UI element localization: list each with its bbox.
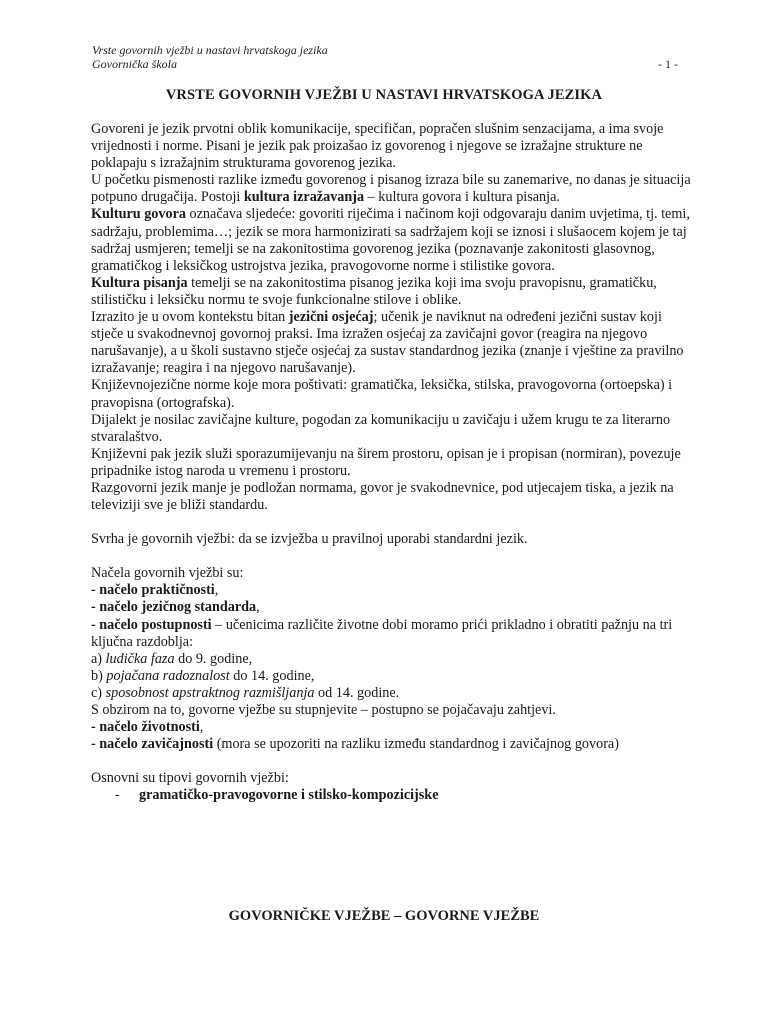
paragraph-dialect: Dijalekt je nosilac zavičajne kulture, pogodan za komunikaciju u zavičaju i užem krugu te za literarno stvaralaštvo.	[91, 411, 671, 445]
bold-term: načelo jezičnog standarda	[99, 599, 257, 616]
paragraph-text: označava sljedeće: govoriti riječima i načinom koji odgovaraju danim uvjetima, tj. temi, sadržaju, problemima…; jezik se mora harmonizirati sa sadržajem koji se iznosi i slušaocem kojem je taj sadržaj usmjeren; temelji se na zakonitostima govorenog jezika (poznavanje zakonitosti glasovnog, gramatičkog i leksičkog ustrojstva jezika, pravogovorne norme i stilistike govora.	[91, 206, 690, 274]
paragraph-literacy	[91, 172, 691, 206]
bold-term: načelo zavičajnosti	[99, 736, 214, 753]
principle-gradualness	[91, 617, 691, 651]
paragraph-spoken-language: Govoreni je jezik prvotni oblik komunikacije, specifičan, popračen slušnim senzacijama, a ima svoje vrijednosti i norme. Pisani je jezik pak proizašao iz govorenog i njegove se izražajne strukture ne poklapaju s izražajnim strukturama govorenog jezika.	[91, 121, 664, 172]
paragraph-text: ,	[199, 719, 204, 736]
phase-b	[91, 668, 691, 685]
paragraph-language-feeling	[91, 309, 691, 377]
bold-term: načelo praktičnosti	[99, 582, 215, 599]
italic-term: ludička faza	[105, 650, 175, 667]
phase-label: a)	[91, 650, 106, 667]
section-heading: GOVORNIČKE VJEŽBE – GOVORNE VJEŽBE	[228, 908, 540, 924]
bold-term: načelo životnosti	[99, 719, 200, 736]
paragraph-text: Izrazito je u ovom kontekstu bitan	[91, 309, 289, 326]
bold-term: gramatičko-pravogovorne i stilsko-kompozicijske	[139, 787, 439, 804]
phase-label: c)	[91, 684, 106, 701]
principles-intro: Načela govornih vježbi su:	[91, 565, 244, 582]
paragraph-text: do 14. godine,	[229, 667, 315, 684]
principle-locality	[91, 736, 691, 753]
list-dash: -	[91, 616, 100, 633]
list-dash: -	[91, 736, 100, 753]
phase-a	[91, 651, 691, 668]
paragraph-purpose: Svrha je govornih vježbi: da se izvježba u pravilnoj uporabi standardni jezik.	[91, 531, 528, 548]
bold-term: jezični osjećaj	[288, 309, 374, 326]
principle-practicality	[91, 582, 691, 599]
spacer	[91, 514, 691, 531]
paragraph-text: od 14. godine.	[314, 684, 400, 701]
bold-term: načelo postupnosti	[99, 616, 212, 633]
paragraph-text: ,	[214, 582, 219, 599]
paragraph-colloquial-language: Razgovorni jezik manje je podložan normama, govor je svakodnevnice, pod utjecajem tiska, a jezik na televiziji sve je bliži standardu.	[91, 479, 674, 514]
italic-term: sposobnost apstraktnog razmišljanja	[105, 684, 315, 701]
types-list-item	[91, 787, 691, 804]
header-document-title: Vrste govornih vježbi u nastavi hrvatskoga jezika	[92, 43, 328, 57]
paragraph-speech-culture	[91, 206, 691, 274]
document-body	[91, 121, 691, 804]
spacer	[91, 548, 691, 565]
paragraph-text: (mora se upozoriti na razliku između standardnog i zavičajnog govora)	[213, 736, 619, 753]
paragraph-norms: Književnojezične norme koje mora poštivati: gramatička, leksička, stilska, pravogovorna (ortoepska) i pravopisna (ortografska).	[91, 377, 673, 411]
spacer	[91, 753, 691, 770]
paragraph-text: do 9. godine,	[174, 650, 253, 667]
principle-standard	[91, 599, 691, 616]
phase-c	[91, 685, 691, 702]
paragraph-text: – kultura govora i kultura pisanja.	[364, 189, 560, 206]
list-dash: -	[91, 599, 100, 616]
paragraph-text: U početku pismenosti razlike između govorenog i pisanog izraza bile su zanemarive, no danas je situacija potpuno drugačija. Postoji	[91, 172, 691, 206]
principle-vitality	[91, 719, 691, 736]
gradual-note: S obzirom na to, govorne vježbe su stupnjevite – postupno se pojačavaju zahtjevi.	[91, 702, 556, 718]
list-dash: -	[91, 582, 100, 599]
paragraph-text: ; učenik je naviknut na određeni jezični sustav koji stječe u svakodnevnoj govornoj praksi. Ima izražen osjećaj za zavičajni govor (reagira na njegovo narušavanje), a u školi sustavno stječe osjećaj za sustav standardnog jezika (znanje i vještine za pravilno izražavanje; reagira i na njegovo narušavanje).	[91, 309, 684, 377]
paragraph-writing-culture	[91, 275, 691, 309]
paragraph-text: ,	[256, 599, 260, 616]
italic-term: pojačana radoznalost	[106, 667, 230, 684]
page-title: VRSTE GOVORNIH VJEŽBI U NASTAVI HRVATSKOGA JEZIKA	[165, 87, 603, 103]
list-dash: -	[115, 787, 120, 804]
page-number: - 1 -	[658, 57, 678, 71]
paragraph-text: temelji se na zakonitostima pisanog jezika koji ima svoju pravopisnu, gramatičku, stilističku i leksičku normu te svoje funkcionalne stilove i oblike.	[91, 274, 657, 308]
phase-label: b)	[91, 667, 107, 684]
bold-term: kultura izražavanja	[243, 189, 365, 206]
list-dash: -	[91, 719, 100, 736]
bold-term: Kultura pisanja	[91, 274, 188, 291]
bold-term: Kulturu govora	[91, 206, 186, 223]
paragraph-literary-language: Književni pak jezik služi sporazumijevanju na širem prostoru, opisan je i propisan (normiran), povezuje pripadnike istog naroda u vremenu i prostoru.	[91, 445, 681, 479]
paragraph-text: – učenicima različite životne dobi moramo prići prikladno i obratiti pažnju na tri ključna razdoblja:	[91, 616, 673, 650]
header-school-name: Govornička škola	[92, 57, 177, 71]
types-intro: Osnovni su tipovi govornih vježbi:	[91, 770, 289, 787]
